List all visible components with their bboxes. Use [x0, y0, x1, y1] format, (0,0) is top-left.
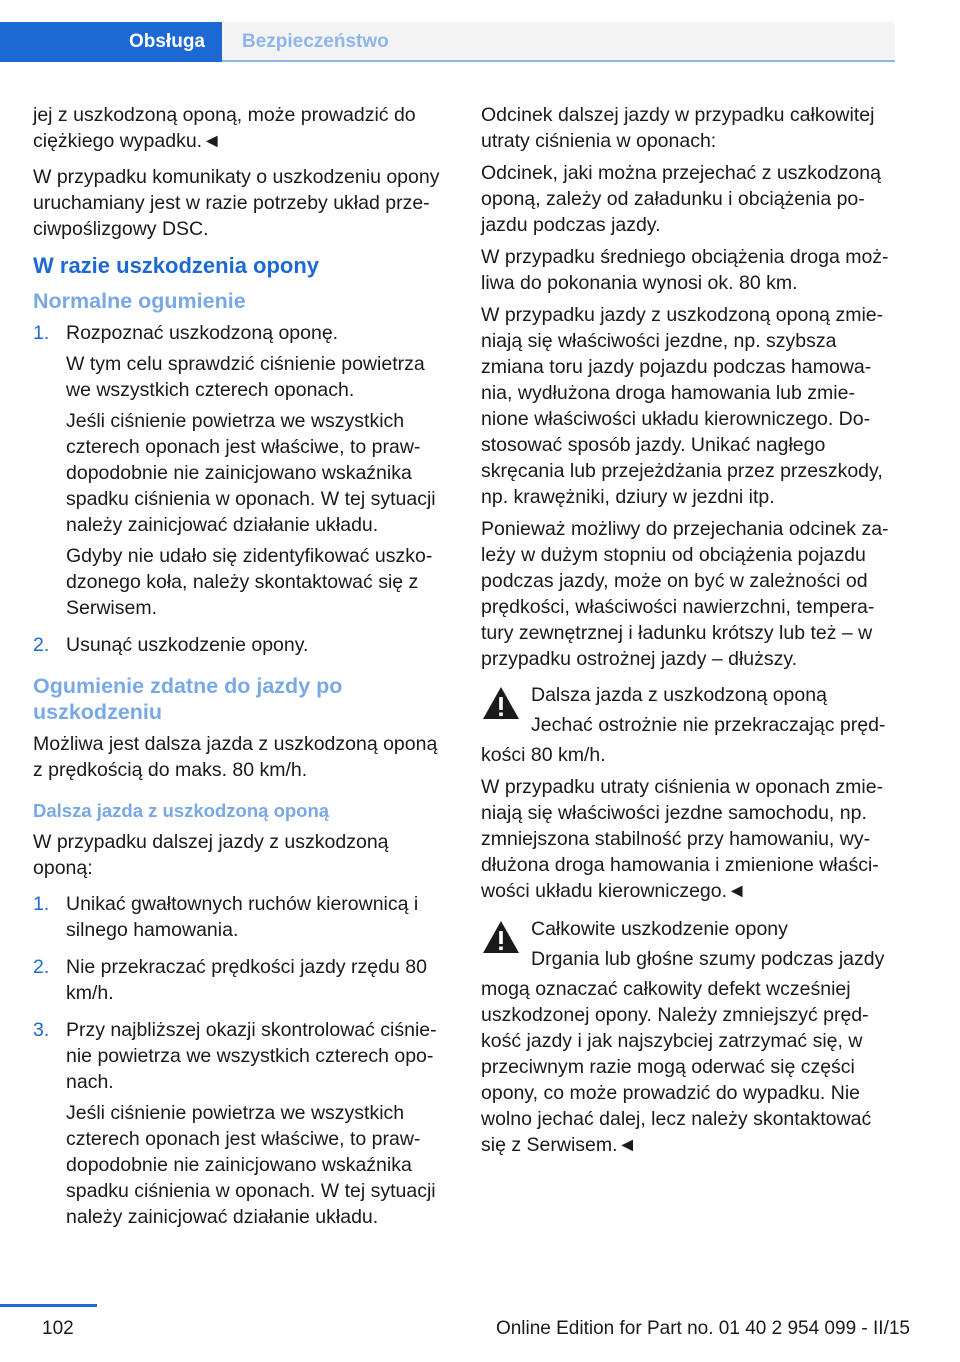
warning-title: Całkowite uszkodzenie opony [531, 918, 788, 940]
warning-text: Drgania lub głośne szumy podczas jazdy [531, 948, 885, 970]
right-column [481, 102, 896, 1168]
warning-block [481, 916, 896, 1158]
paragraph: W przypadku komunikaty o uszkodzeniu opony uruchamiany jest w razie potrzeby układ prze‐ciwpoślizgowy DSC. [33, 166, 440, 240]
list-item-text: Unikać gwałtownych ruchów kierownicą i silnego hamowania. [66, 893, 419, 941]
paragraph: Możliwa jest dalsza jazda z uszkodzoną oponą z prędkością do maks. 80 km/h. [33, 733, 438, 781]
left-column [33, 102, 451, 1243]
list-item-subtext: Jeśli ciśnienie powietrza we wszystkich czterech oponach jest właściwe, to praw‐dopodobnie nie zainicjowano wskaźnika spadku ciśnienia w oponach. W tej sytuacji należy zainicjować działanie układu. [66, 410, 436, 536]
warning-text: W przypadku utraty ciśnienia w oponach zmie‐niają się właściwości jezdne samochodu, np. zmniejszona stabilność przy hamowaniu, wy‐dłużona droga hamowania i zmienione właści‐wości układu kierowniczego.◄ [481, 776, 884, 902]
list-item [33, 632, 451, 663]
list-item [33, 954, 451, 1011]
warning-triangle-icon [481, 684, 521, 722]
paragraph: Ponieważ możliwy do przejechania odcinek za‐leży w dużym stopniu od obciążenia pojazdu podczas jazdy, może on być w zależności od prędkości, właściwości nawierzchni, tempera‐tury zewnętrznej i ładunku krótszy lub też – w przypadku ostrożnej jazdy – dłuższy. [481, 518, 889, 670]
list-item-subtext: Jeśli ciśnienie powietrza we wszystkich czterech oponach jest właściwe, to praw‐dopodobnie nie zainicjowano wskaźnika spadku ciśnienia w oponach. W tej sytuacji należy zainicjować działanie układu. [66, 1102, 436, 1228]
page-number: 102 [42, 1318, 74, 1339]
paragraph: W przypadku dalszej jazdy z uszkodzoną oponą: [33, 831, 389, 879]
list-item-text: Nie przekraczać prędkości jazdy rzędu 80 km/h. [66, 956, 427, 1004]
list-item-subtext: W tym celu sprawdzić ciśnienie powietrza we wszystkich czterech oponach. [66, 353, 425, 401]
list-number: 1. [33, 893, 50, 915]
list-number: 3. [33, 1019, 50, 1041]
list-item [33, 891, 451, 948]
minor-heading: Dalsza jazda z uszkodzoną oponą [33, 800, 330, 821]
warning-title: Dalsza jazda z uszkodzoną oponą [531, 684, 827, 706]
list-item-text: Rozpoznać uszkodzoną oponę. [66, 322, 339, 344]
footer-accent-line [0, 1304, 97, 1307]
list-item-text: Usunąć uszkodzenie opony. [66, 634, 309, 656]
tab-underline [222, 60, 895, 62]
subsection-heading: Normalne ogumienie [33, 289, 246, 313]
paragraph: W przypadku średniego obciążenia droga moż‐liwa do pokonania wynosi ok. 80 km. [481, 246, 889, 294]
warning-text: mogą oznaczać całkowity defekt wcześniej uszkodzonej opony. Należy zmniejszyć pręd‐kość jazdy i jak najszybciej zatrzymać się, w przeciwnym razie mogą oderwać się części opony, co może prowadzić do wypadku. Nie wolno jechać dalej, lecz należy skontaktować się z Serwisem.◄ [481, 978, 872, 1156]
list-number: 2. [33, 956, 50, 978]
paragraph: W przypadku jazdy z uszkodzoną oponą zmie‐niają się właściwości jezdne, np. szybsza zmiana toru jazdy pojazdu podczas hamowa‐nia, wydłużona droga hamowania lub zmie‐nione właściwości układu kierowniczego. Do‐stosować sposób jazdy. Unikać nagłego skręcania lub przejeżdżania przez przeszkody, np. krawężniki, dziury w jezdni itp. [481, 304, 884, 508]
list-item-text: Przy najbliższej okazji skontrolować ciśnie‐nie powietrza we wszystkich czterech opo‐nach. [66, 1019, 437, 1093]
list-number: 1. [33, 322, 50, 344]
paragraph: Odcinek, jaki można przejechać z uszkodzoną oponą, zależy od załadunku i obciążenia po‐jazdu podczas jazdy. [481, 162, 881, 236]
list-number: 2. [33, 634, 50, 656]
list-item [33, 320, 451, 626]
paragraph: jej z uszkodzoną oponą, może prowadzić do ciężkiego wypadku.◄ [33, 104, 416, 152]
edition-note: Online Edition for Part no. 01 40 2 954 099 - II/15 [495, 1318, 910, 1339]
warning-text: kości 80 km/h. [481, 744, 606, 766]
warning-text: Jechać ostrożnie nie przekraczając pręd‐ [531, 714, 886, 736]
list-item [33, 1017, 451, 1235]
paragraph: Odcinek dalszej jazdy w przypadku całkowitej utraty ciśnienia w oponach: [481, 104, 875, 152]
subsection-heading: Ogumienie zdatne do jazdy po uszkodzeniu [33, 674, 343, 724]
section-heading: W razie uszkodzenia opony [33, 253, 320, 278]
steps-list [33, 891, 451, 1235]
warning-triangle-icon [481, 918, 521, 956]
tab-obsluga[interactable]: Obsługa [0, 22, 222, 62]
steps-list [33, 320, 451, 663]
tab-bezpieczenstwo[interactable]: Bezpieczeństwo [222, 22, 895, 62]
header-tabs [0, 22, 895, 62]
warning-block [481, 682, 896, 904]
list-item-subtext: Gdyby nie udało się zidentyfikować uszko‐dzonego koła, należy skontaktować się z Serwisem. [66, 545, 433, 619]
